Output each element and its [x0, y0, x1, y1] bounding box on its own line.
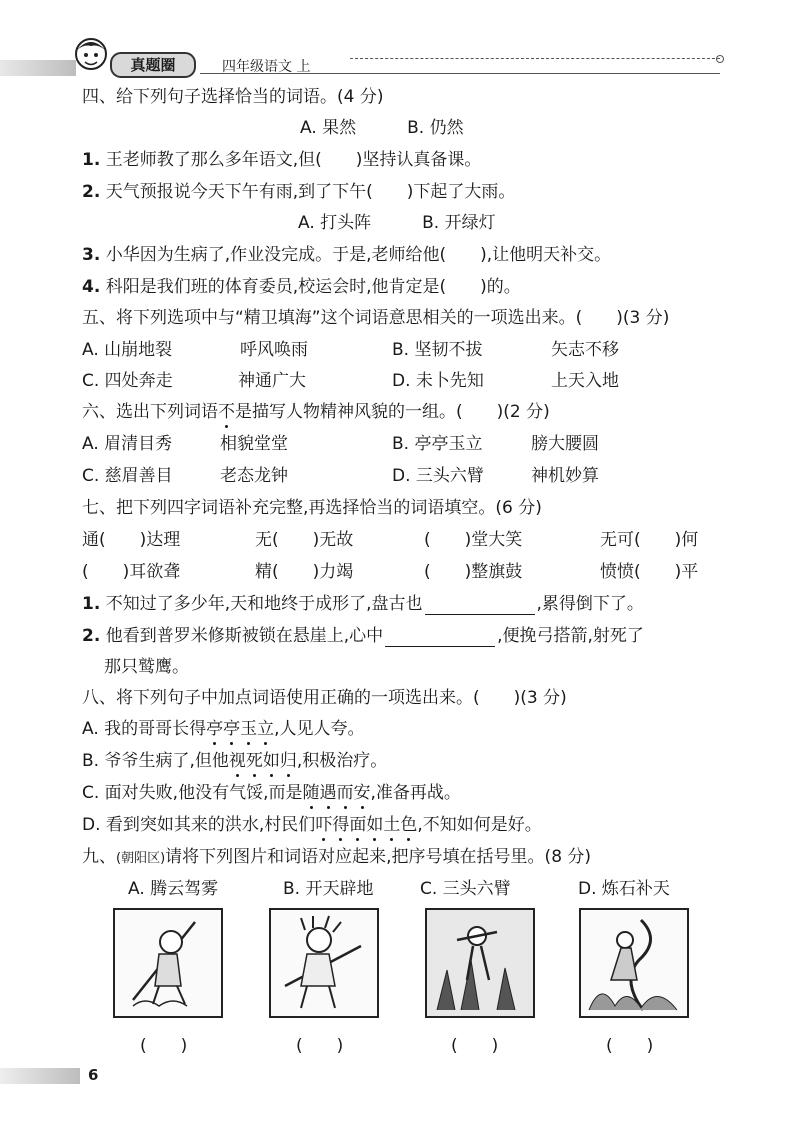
picture-label-d: D. 炼石补天 [578, 879, 670, 899]
s5-option-d2: 上天入地 [551, 371, 619, 391]
section-7-title: 七、把下列四字词语补充完整,再选择恰当的词语填空。(6 分) [82, 498, 542, 518]
header-decor-bar [0, 60, 76, 76]
emphasized-phrase: 视死如归 [228, 751, 297, 771]
page-number: 6 [88, 1066, 99, 1084]
fill-blank [385, 628, 495, 647]
s4-question-4: 4. 科阳是我们班的体育委员,校运会时,他肯定是( )的。 [82, 277, 521, 297]
s7-word-7: ( )整旗鼓 [424, 562, 523, 582]
s5-option-a: A. 山崩地裂 [82, 340, 173, 360]
emphasis-dot-word: 不 [218, 402, 235, 422]
footer-decor-bar [0, 1068, 80, 1084]
s8-option-d: D. 看到突如其来的洪水,村民们吓得面如土色,不知如何是好。 [82, 815, 542, 835]
subject-label: 四年级语文 上 [222, 59, 311, 75]
s8-option-c: C. 面对失败,他没有气馁,而是随遇而安,准备再战。 [82, 783, 461, 803]
answer-paren-d: ( ) [606, 1036, 654, 1056]
emphasized-phrase: 随遇而安 [302, 783, 371, 803]
s7-word-3: ( )堂大笑 [424, 530, 523, 550]
s7-question-1: 1. 不知过了多少年,天和地终于成形了,盘古也 ,累得倒下了。 [82, 594, 644, 614]
fill-blank [425, 596, 535, 615]
s7-question-2: 2. 他看到普罗米修斯被锁在悬崖上,心中 ,便挽弓搭箭,射死了 [82, 626, 644, 646]
answer-paren-a: ( ) [140, 1036, 188, 1056]
s8-option-b: B. 爷爷生病了,但他视死如归,积极治疗。 [82, 751, 388, 771]
picture-nuwa [579, 908, 689, 1018]
s7-word-2: 无( )无故 [255, 530, 354, 550]
s6-option-a2: 相貌堂堂 [220, 434, 288, 454]
picture-nezha [425, 908, 535, 1018]
header-circle-decor [716, 55, 724, 63]
s5-option-a2: 呼风唤雨 [240, 340, 308, 360]
s7-word-4: 无可( )何 [600, 530, 699, 550]
picture-label-b: B. 开天辟地 [283, 879, 374, 899]
s4-question-1: 1. 王老师教了那么多年语文,但( )坚持认真备课。 [82, 150, 482, 170]
answer-paren-c: ( ) [451, 1036, 499, 1056]
s4-options-2: A. 打头阵 B. 开绿灯 [298, 213, 496, 233]
s5-option-d: D. 未卜先知 [392, 371, 484, 391]
s5-option-c2: 神通广大 [238, 371, 306, 391]
s6-option-c2: 老态龙钟 [220, 466, 288, 486]
s4-question-3: 3. 小华因为生病了,作业没完成。于是,老师给他( ),让他明天补交。 [82, 245, 612, 265]
section-5-title: 五、将下列选项中与“精卫填海”这个词语意思相关的一项选出来。( )(3 分) [82, 308, 670, 328]
s7-word-8: 愤愤( )平 [600, 562, 699, 582]
section-8-title: 八、将下列句子中加点词语使用正确的一项选出来。( )(3 分) [82, 688, 567, 708]
mascot-avatar [72, 36, 110, 76]
picture-label-c: C. 三头六臂 [420, 879, 511, 899]
s6-option-a: A. 眉清目秀 [82, 434, 173, 454]
s5-option-b: B. 坚韧不拔 [392, 340, 483, 360]
s6-option-d2: 神机妙算 [531, 466, 599, 486]
picture-monkey-king [113, 908, 223, 1018]
header-dashed-line [350, 58, 720, 59]
section-6-title: 六、选出下列词语不是描写人物精神风貌的一组。( )(2 分) [82, 402, 550, 422]
s5-option-b2: 矢志不移 [551, 340, 619, 360]
header-underline [200, 73, 720, 74]
s7-word-5: ( )耳欲聋 [82, 562, 181, 582]
s6-option-b2: 膀大腰圆 [531, 434, 599, 454]
s8-option-a: A. 我的哥哥长得亭亭玉立,人见人夸。 [82, 719, 365, 739]
s4-question-2: 2. 天气预报说今天下午有雨,到了下午( )下起了大雨。 [82, 182, 516, 202]
region-tag: (朝阳区) [116, 851, 166, 866]
emphasized-phrase: 亭亭玉立 [206, 719, 275, 739]
picture-label-a: A. 腾云驾雾 [128, 879, 219, 899]
s4-options-1: A. 果然 B. 仍然 [300, 118, 464, 138]
section-4-title: 四、给下列句子选择恰当的词语。(4 分) [82, 87, 384, 107]
emphasized-phrase: 吓得面如土色 [315, 815, 418, 835]
s6-option-b: B. 亭亭玉立 [392, 434, 483, 454]
brand-tab: 真题圈 [110, 52, 196, 78]
s6-option-d: D. 三头六臂 [392, 466, 484, 486]
s7-question-2-cont: 那只鹫鹰。 [104, 657, 189, 677]
s7-word-1: 通( )达理 [82, 530, 181, 550]
s6-option-c: C. 慈眉善目 [82, 466, 173, 486]
answer-paren-b: ( ) [296, 1036, 344, 1056]
s7-word-6: 精( )力竭 [255, 562, 354, 582]
section-9-title: 九、(朝阳区)请将下列图片和词语对应起来,把序号填在括号里。(8 分) [82, 847, 592, 867]
s5-option-c: C. 四处奔走 [82, 371, 173, 391]
picture-pangu [269, 908, 379, 1018]
